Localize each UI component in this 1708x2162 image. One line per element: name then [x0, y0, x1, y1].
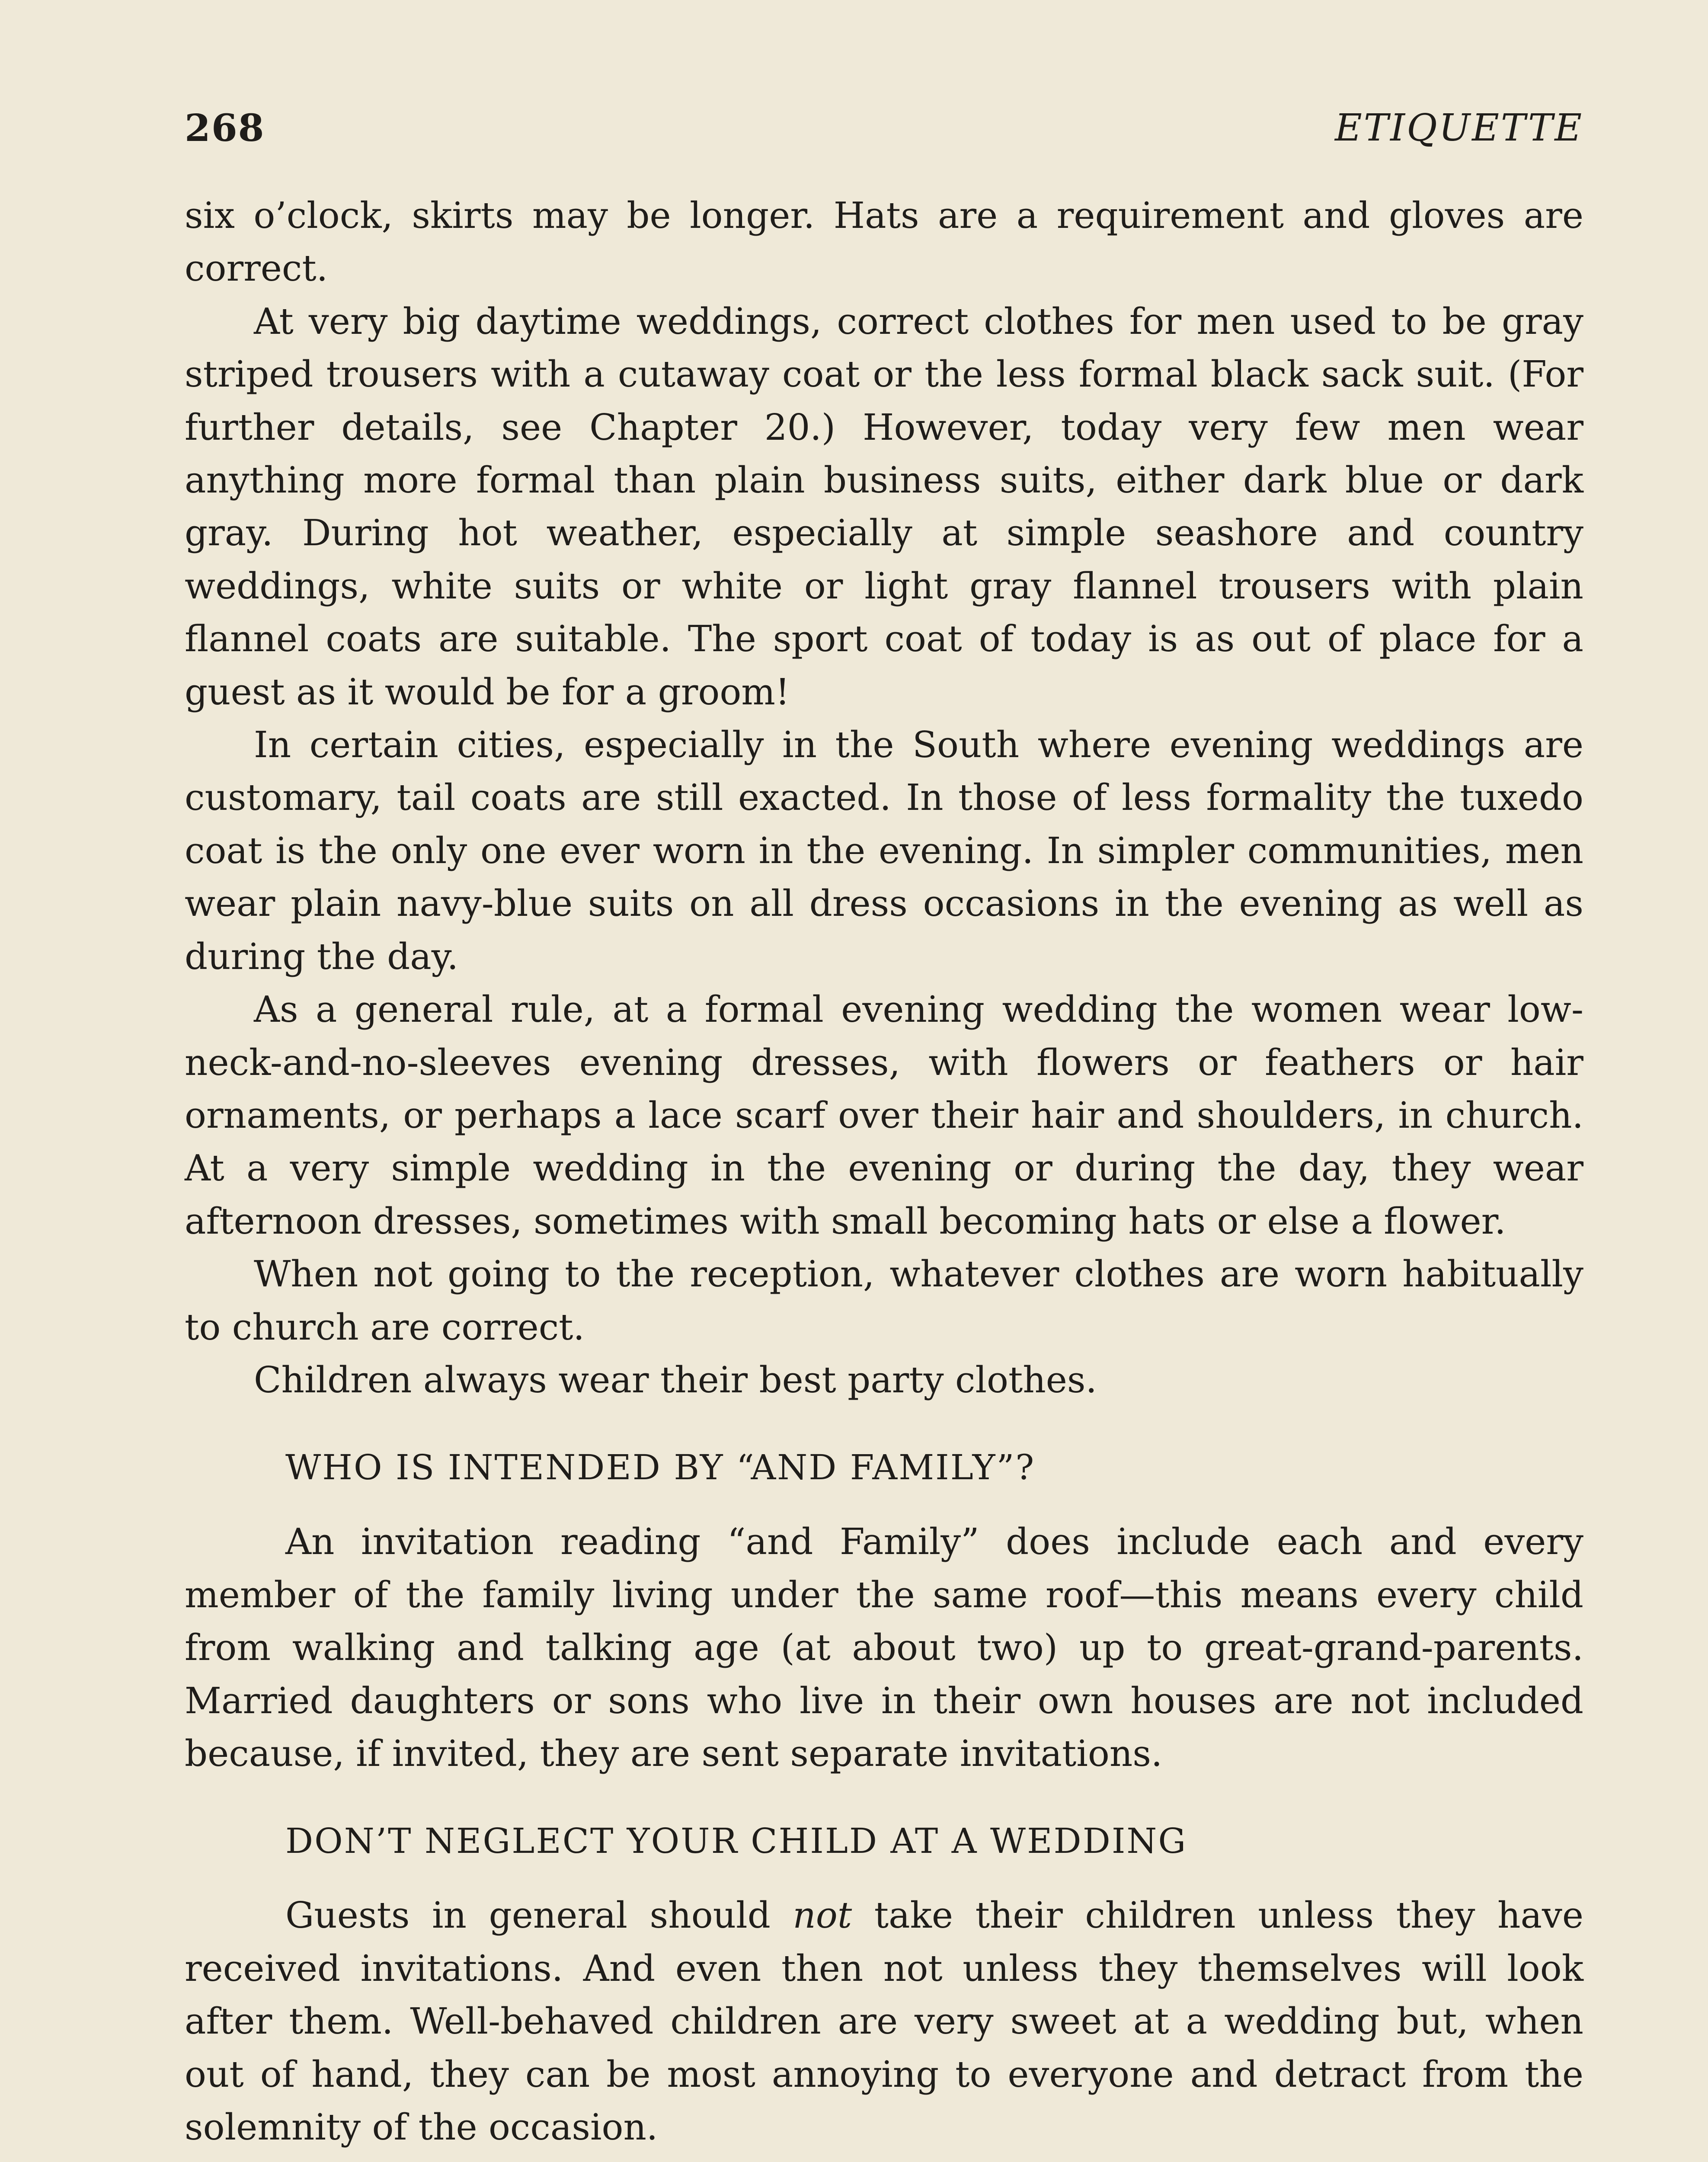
running-head: ETIQUETTE	[1335, 106, 1583, 150]
section-heading: WHO IS INTENDED BY “AND FAMILY”?	[285, 1447, 1036, 1488]
paragraph: When not going to the reception, whatever clothes are worn habitually to church are correct.	[185, 1253, 1583, 1348]
page-number: 268	[185, 106, 265, 150]
paragraph: six o’clock, skirts may be longer. Hats are a requirement and gloves are correct.	[185, 195, 1583, 290]
paragraph: Children always wear their best party clothes.	[254, 1359, 1097, 1401]
paragraph: At very big daytime weddings, correct clothes for men used to be gray striped trousers with a cutaway coat or the less formal black sack suit. (For further details, see Chapter 20.) However, today very few men wear anything more formal than plain business suits, either dark blue or dark gray. During hot weather, especially at simple seashore and country weddings, white suits or white or light gray flannel trousers with plain flannel coats are suitable. The sport coat of today is as out of place for a guest as it would be for a groom!	[185, 300, 1583, 713]
section-heading: DON’T NEGLECT YOUR CHILD AT A WEDDING	[285, 1821, 1187, 1861]
paragraph: An invitation reading “and Family” does include each and every member of the family living under the same roof—this means every child from walking and talking age (at about two) up to great-grand-parents. Married daughters or sons who live in their own houses are not included because, if invited, they are sent separate invitations.	[185, 1521, 1583, 1775]
paragraph: In certain cities, especially in the South where evening weddings are customary, tail coats are still exacted. In those of less formality the tuxedo coat is the only one ever worn in the evening. In simpler communities, men wear plain navy-blue suits on all dress occasions in the evening as well as during the day.	[185, 724, 1583, 978]
emphasis: not	[793, 1894, 852, 1937]
paragraph	[185, 1889, 1583, 2154]
text-run: take their children unless they have received invitations. And even then not unless they themselves will look after them. Well-behaved children are very sweet at a wedding but, when out of hand, they can be most annoying to everyone and detract from the solemnity of the occasion.	[185, 1894, 1583, 2148]
body-text	[185, 189, 1583, 2162]
text-run: Guests in general should	[285, 1894, 793, 1937]
paragraph: As a general rule, at a formal evening wedding the women wear low-neck-and-no-sleeves evening dresses, with flowers or feathers or hair ornaments, or perhaps a lace scarf over their hair and shoulders, in church. At a very simple wedding in the evening or during the day, they wear afternoon dresses, sometimes with small becoming hats or else a flower.	[185, 988, 1583, 1242]
page-header	[185, 106, 1583, 158]
